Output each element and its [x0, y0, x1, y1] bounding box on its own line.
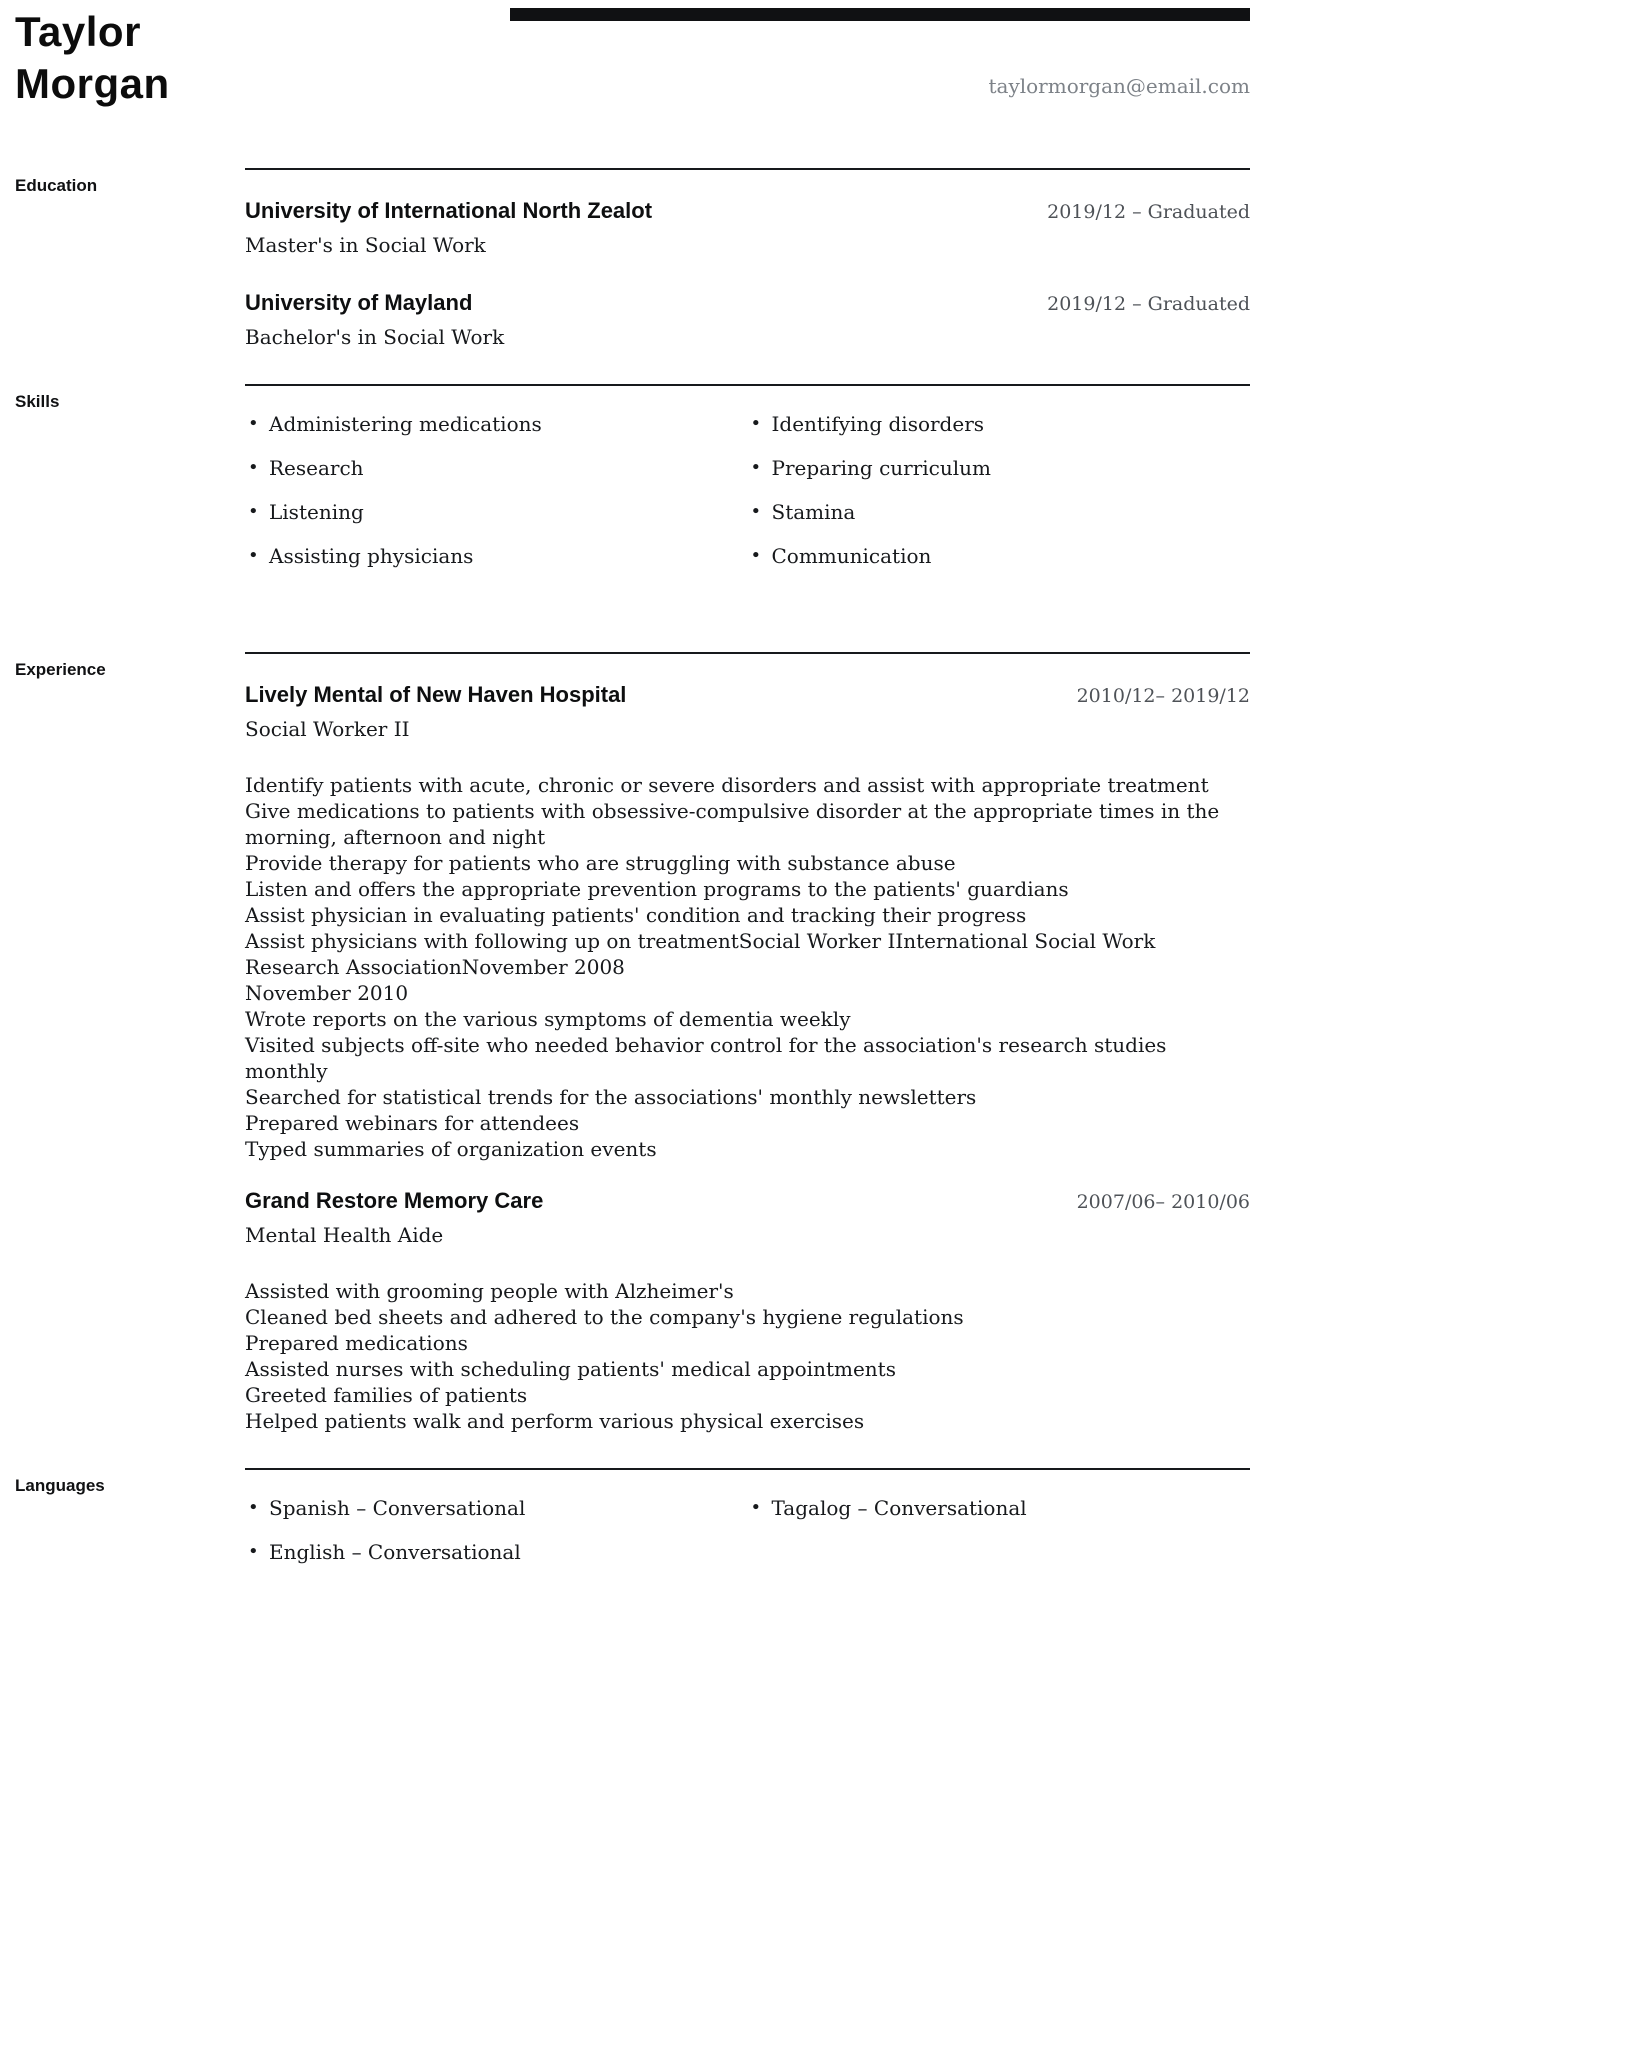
language-label: Spanish – Conversational — [269, 1496, 526, 1520]
experience-entry — [245, 1188, 1250, 1434]
person-last-name: Morgan — [15, 60, 170, 107]
job-description-line: Typed summaries of organization events — [245, 1137, 657, 1161]
degree-name: Master's in Social Work — [245, 233, 486, 257]
skill-label: Identifying disorders — [771, 412, 985, 436]
skills-content — [245, 384, 1250, 588]
experience-entry — [245, 682, 1250, 1162]
experience-date: 2010/12– 2019/12 — [1076, 685, 1250, 707]
decorative-top-bar — [510, 8, 1250, 21]
skill-label: Communication — [771, 544, 932, 568]
skill-item — [748, 500, 1251, 524]
section-education — [0, 168, 1250, 350]
education-date: 2019/12 – Graduated — [1047, 201, 1250, 223]
experience-content — [245, 652, 1250, 1434]
section-skills — [0, 384, 1250, 588]
languages-column-left — [245, 1496, 748, 1584]
employer-name: Grand Restore Memory Care — [245, 1188, 544, 1213]
skill-label: Research — [269, 456, 364, 480]
bullet-icon: • — [248, 1497, 259, 1518]
job-title: Mental Health Aide — [245, 1223, 444, 1247]
person-first-name: Taylor — [15, 8, 141, 55]
section-label-experience: Experience — [15, 660, 106, 679]
header — [0, 0, 1650, 168]
skill-item — [245, 412, 748, 436]
language-item — [748, 1496, 1251, 1520]
skill-item — [748, 412, 1251, 436]
languages-columns — [245, 1496, 1250, 1584]
bullet-icon: • — [248, 1541, 259, 1562]
job-description-line: Give medications to patients with obsessive-compulsive disorder at the appropriate times in the morning, afternoon and night — [245, 799, 1220, 849]
language-label: Tagalog – Conversational — [771, 1496, 1027, 1520]
bullet-icon: • — [248, 457, 259, 478]
education-content — [245, 168, 1250, 350]
language-label: English – Conversational — [269, 1540, 521, 1564]
job-description-line: Prepared medications — [245, 1331, 468, 1355]
job-description-line: Identify patients with acute, chronic or severe disorders and assist with appropriate treatment — [245, 773, 1209, 797]
job-description-line: November 2010 — [245, 981, 409, 1005]
skill-label: Assisting physicians — [269, 544, 474, 568]
skills-column-right — [748, 412, 1251, 588]
skill-label: Listening — [269, 500, 364, 524]
skill-item — [748, 456, 1251, 480]
job-description-line: Helped patients walk and perform various physical exercises — [245, 1409, 865, 1433]
job-description-line: Prepared webinars for attendees — [245, 1111, 580, 1135]
section-experience — [0, 652, 1250, 1434]
skill-item — [245, 456, 748, 480]
skill-item — [748, 544, 1251, 568]
bullet-icon: • — [750, 1497, 762, 1518]
skills-columns — [245, 412, 1250, 588]
job-title: Social Worker II — [245, 717, 410, 741]
languages-column-right — [748, 1496, 1251, 1584]
section-languages — [0, 1468, 1250, 1584]
bullet-icon: • — [248, 501, 259, 522]
education-entry — [245, 198, 1250, 258]
job-description-line: Assisted nurses with scheduling patients' medical appointments — [245, 1357, 896, 1381]
experience-date: 2007/06– 2010/06 — [1076, 1191, 1250, 1213]
job-description-line: Searched for statistical trends for the associations' monthly newsletters — [245, 1085, 977, 1109]
bullet-icon: • — [750, 457, 762, 478]
school-name: University of International North Zealot — [245, 198, 653, 223]
bullet-icon: • — [248, 413, 259, 434]
education-entry — [245, 290, 1250, 350]
email-text: taylormorgan@email.com — [988, 74, 1250, 98]
degree-name: Bachelor's in Social Work — [245, 325, 505, 349]
section-label-languages: Languages — [15, 1476, 105, 1495]
job-description — [245, 1278, 1250, 1434]
section-label-skills: Skills — [15, 392, 60, 411]
bullet-icon: • — [750, 413, 762, 434]
bullet-icon: • — [750, 501, 762, 522]
skill-label: Administering medications — [269, 412, 542, 436]
languages-content — [245, 1468, 1250, 1584]
employer-name: Lively Mental of New Haven Hospital — [245, 682, 627, 707]
education-date: 2019/12 – Graduated — [1047, 293, 1250, 315]
skill-label: Stamina — [771, 500, 856, 524]
school-name: University of Mayland — [245, 290, 473, 315]
job-description-line: Provide therapy for patients who are struggling with substance abuse — [245, 851, 956, 875]
education-entry-head — [245, 290, 1250, 316]
skill-item — [245, 544, 748, 568]
skills-column-left — [245, 412, 748, 588]
language-item — [245, 1540, 748, 1564]
skill-item — [245, 500, 748, 524]
bullet-icon: • — [248, 545, 259, 566]
job-description-line: Listen and offers the appropriate prevention programs to the patients' guardians — [245, 877, 1069, 901]
job-description-line: Assist physician in evaluating patients' condition and tracking their progress — [245, 903, 1027, 927]
education-entry-head — [245, 198, 1250, 224]
job-description-line: Greeted families of patients — [245, 1383, 528, 1407]
language-item — [245, 1496, 748, 1520]
bullet-icon: • — [750, 545, 762, 566]
job-description-line: Wrote reports on the various symptoms of dementia weekly — [245, 1007, 851, 1031]
job-description-line: Visited subjects off-site who needed behavior control for the association's research studies monthly — [245, 1033, 1167, 1083]
job-description — [245, 772, 1250, 1162]
job-description-line: Assist physicians with following up on treatmentSocial Worker IInternational Social Work Research AssociationNovember 2008 — [245, 929, 1156, 979]
experience-entry-head — [245, 682, 1250, 708]
section-label-education: Education — [15, 176, 98, 195]
job-description-line: Cleaned bed sheets and adhered to the company's hygiene regulations — [245, 1305, 964, 1329]
skill-label: Preparing curriculum — [771, 456, 992, 480]
experience-entry-head — [245, 1188, 1250, 1214]
job-description-line: Assisted with grooming people with Alzheimer's — [245, 1279, 734, 1303]
